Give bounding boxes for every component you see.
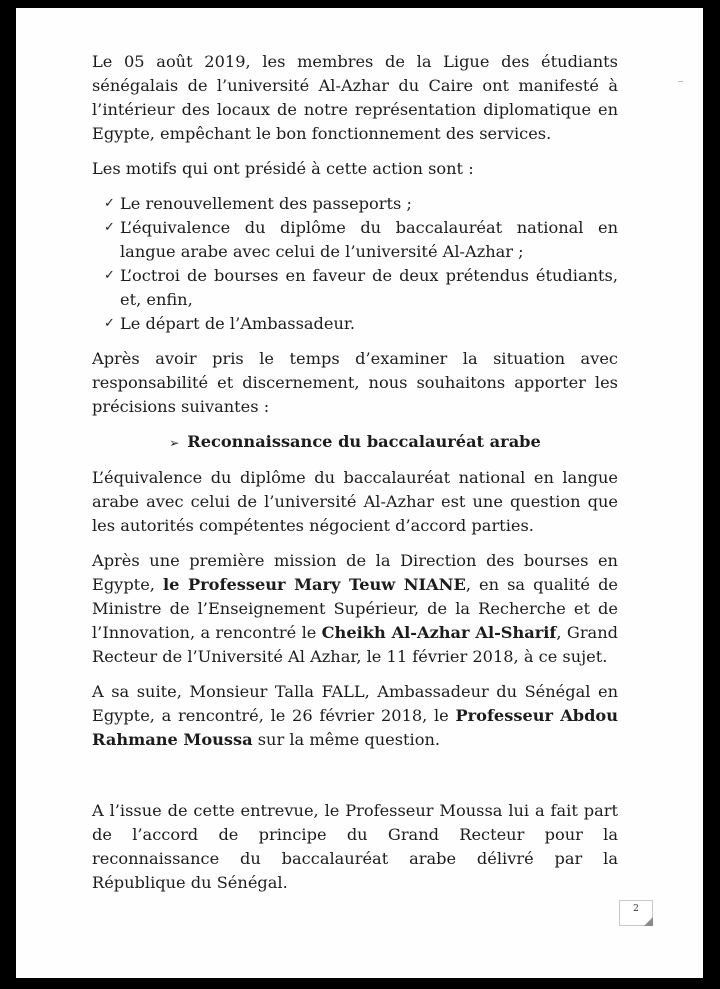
list-item (92, 216, 618, 264)
arrow-bullet-icon: ➢ (169, 436, 180, 450)
text-run: sur la même question. (252, 730, 441, 749)
paragraph-motives-intro: Les motifs qui ont présidé à cette action sont : (92, 159, 474, 178)
list-item-text: L’octroi de bourses en faveur de deux prétendus étudiants, et, enfin, (120, 266, 618, 309)
list-item-text: L’équivalence du diplôme du baccalauréat national en langue arabe avec celui de l’université Al-Azhar ; (120, 218, 618, 261)
list-item-text: Le renouvellement des passeports ; (120, 194, 412, 213)
page-number: 2 (633, 904, 639, 914)
list-item-text: Le départ de l’Ambassadeur. (120, 314, 356, 333)
blank-space (92, 763, 618, 799)
list-item (92, 312, 618, 336)
page-curl-icon (644, 917, 653, 926)
motives-list (92, 192, 618, 336)
paragraph-ambassador (92, 680, 618, 752)
scan-artifact (678, 81, 683, 82)
page-number-box (619, 900, 653, 926)
check-mark-icon: ✓ (104, 220, 115, 235)
document-page (16, 8, 703, 978)
bold-name-professor: Professeur Abdou Rahmane Moussa (92, 706, 618, 749)
text-run: , en sa qualité de Ministre de l’Enseignement Supérieur, de la Recherche et de l’Innovation, a rencontré le (92, 575, 619, 642)
text-run: A sa suite, Monsieur Talla FALL, Ambassadeur du Sénégal en Egypte, a rencontré, le 26 février 2018, le (92, 682, 618, 725)
paragraph-clarifications: Après avoir pris le temps d’examiner la situation avec responsabilité et discernement, nous souhaitons apporter les précisions suivantes : (92, 349, 618, 416)
paragraph-outcome: A l’issue de cette entrevue, le Professeur Moussa lui a fait part de l’accord de principe du Grand Recteur pour la reconnaissance du baccalauréat arabe délivré par la République du Sénégal. (92, 801, 618, 892)
text-run: , Grand Recteur de l’Université Al Azhar, le 11 février 2018, à ce sujet. (92, 623, 618, 666)
bold-name-cheikh: Cheikh Al-Azhar Al-Sharif (321, 623, 557, 642)
document-body (92, 50, 618, 906)
paragraph-mission (92, 549, 618, 669)
check-mark-icon: ✓ (104, 316, 115, 331)
paragraph-equivalence: L’équivalence du diplôme du baccalauréat national en langue arabe avec celui de l’université Al-Azhar est une question que les autorités compétentes négocient d’accord parties. (92, 468, 618, 535)
list-item (92, 264, 618, 312)
check-mark-icon: ✓ (104, 196, 115, 211)
check-mark-icon: ✓ (104, 268, 115, 283)
list-item (92, 192, 618, 216)
text-run: Après une première mission de la Direction des bourses en Egypte, (92, 551, 618, 594)
bold-name-minister: le Professeur Mary Teuw NIANE (162, 575, 466, 594)
section-heading-text: Reconnaissance du baccalauréat arabe (187, 432, 541, 451)
paragraph-intro: Le 05 août 2019, les membres de la Ligue des étudiants sénégalais de l’université Al-Azhar du Caire ont manifesté à l’intérieur des locaux de notre représentation diplomatique en Egypte, empêchant le bon fonctionnement des services. (92, 52, 618, 143)
section-heading (92, 430, 618, 455)
